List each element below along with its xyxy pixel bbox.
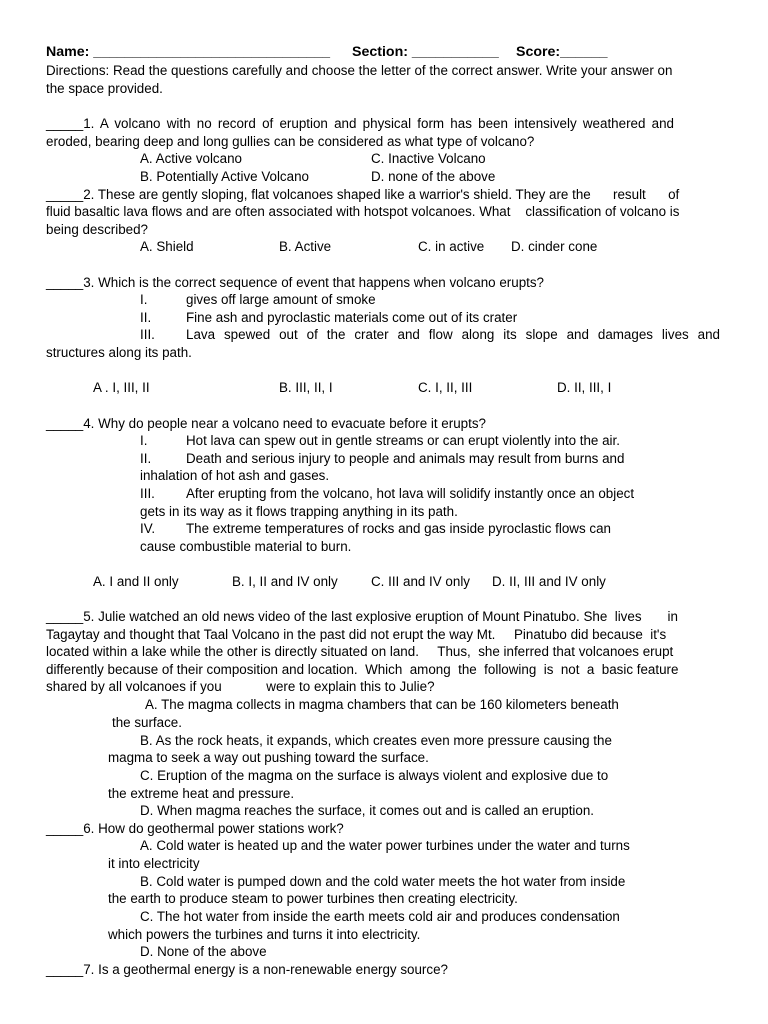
q5-line-5: shared by all volcanoes if you were to explain this to Julie? bbox=[46, 679, 435, 694]
q4-item-iii-cont: gets in its way as it flows trapping anything in its path. bbox=[140, 504, 458, 519]
q3-option-d: D. II, III, I bbox=[557, 380, 612, 395]
q2-line-1: _____2. These are gently sloping, flat volcanoes shaped like a warrior's shield. They are the result of bbox=[46, 187, 680, 202]
q6-option-c: C. The hot water from inside the earth meets cold air and produces condensation bbox=[140, 909, 620, 924]
q4-line-1: _____4. Why do people near a volcano need to evacuate before it erupts? bbox=[46, 416, 486, 431]
q5-option-a-cont: the surface. bbox=[112, 715, 182, 730]
q4-option-a: A. I and II only bbox=[93, 574, 179, 589]
q3-option-b: B. III, II, I bbox=[279, 380, 333, 395]
q1-option-a: A. Active volcano bbox=[140, 151, 242, 166]
q6-line-1: _____6. How do geothermal power stations work? bbox=[46, 821, 344, 836]
q3-item-iii: Lava spewed out of the crater and flow along its slope and damages lives and bbox=[186, 327, 720, 342]
q4-option-d: D. II, III and IV only bbox=[492, 574, 606, 589]
q6-option-d: D. None of the above bbox=[140, 944, 267, 959]
q6-option-c-cont: which powers the turbines and turns it into electricity. bbox=[108, 927, 421, 942]
q5-option-b: B. As the rock heats, it expands, which creates even more pressure causing the bbox=[140, 733, 612, 748]
q4-item-ii-cont: inhalation of hot ash and gases. bbox=[140, 468, 330, 483]
q2-option-c: C. in active bbox=[418, 239, 485, 254]
q3-option-c: C. I, II, III bbox=[418, 380, 473, 395]
q2-option-b: B. Active bbox=[279, 239, 332, 254]
name-label: Name: ______________________________ bbox=[46, 44, 331, 60]
q2-option-d: D. cinder cone bbox=[511, 239, 598, 254]
q5-option-c: C. Eruption of the magma on the surface is always violent and explosive due to bbox=[140, 768, 609, 783]
q4-item-iv: The extreme temperatures of rocks and gas inside pyroclastic flows can bbox=[186, 521, 611, 536]
q6-option-a: A. Cold water is heated up and the water power turbines under the water and turns bbox=[140, 838, 630, 853]
q2-line-2: fluid basaltic lava flows and are often associated with hotspot volcanoes. What classification of volcano is bbox=[46, 204, 680, 219]
q1-line-2: eroded, bearing deep and long gullies can be considered as what type of volcano? bbox=[46, 134, 535, 149]
section-label: Section: ___________ bbox=[352, 44, 499, 60]
q5-option-c-cont: the extreme heat and pressure. bbox=[108, 786, 295, 801]
q5-line-1: _____5. Julie watched an old news video of the last explosive eruption of Mount Pinatubo. She lives in bbox=[46, 609, 678, 624]
q3-line-1: _____3. Which is the correct sequence of event that happens when volcano erupts? bbox=[46, 275, 545, 290]
q7-line-1: _____7. Is a geothermal energy is a non-renewable energy source? bbox=[46, 962, 448, 977]
directions-line-2: the space provided. bbox=[46, 81, 163, 96]
q4-item-i: Hot lava can spew out in gentle streams or can erupt violently into the air. bbox=[186, 433, 620, 448]
q2-option-a: A. Shield bbox=[140, 239, 194, 254]
q1-option-d: D. none of the above bbox=[371, 169, 496, 184]
q2-line-3: being described? bbox=[46, 222, 148, 237]
q4-item-i-num: I. bbox=[140, 433, 148, 448]
q4-item-iii-num: III. bbox=[140, 486, 155, 501]
q5-option-d: D. When magma reaches the surface, it comes out and is called an eruption. bbox=[140, 803, 595, 818]
q3-item-iii-num: III. bbox=[140, 327, 155, 342]
q4-item-iii: After erupting from the volcano, hot lava will solidify instantly once an object bbox=[186, 486, 635, 501]
q5-line-4: differently because of their composition and location. Which among the following is not a basic feature bbox=[46, 662, 679, 677]
q3-item-ii-num: II. bbox=[140, 310, 152, 325]
q5-line-2: Tagaytay and thought that Taal Volcano in the past did not erupt the way Mt. Pinatubo did because it's bbox=[46, 627, 667, 642]
q4-item-iv-cont: cause combustible material to burn. bbox=[140, 539, 352, 554]
q4-option-c: C. III and IV only bbox=[371, 574, 470, 589]
q6-option-a-cont: it into electricity bbox=[108, 856, 200, 871]
q3-item-iii-cont: structures along its path. bbox=[46, 345, 192, 360]
q3-item-i-num: I. bbox=[140, 292, 148, 307]
q5-option-a: A. The magma collects in magma chambers that can be 160 kilometers beneath bbox=[145, 697, 619, 712]
q3-item-ii: Fine ash and pyroclastic materials come out of its crater bbox=[186, 310, 518, 325]
q1-option-c: C. Inactive Volcano bbox=[371, 151, 486, 166]
q6-option-b: B. Cold water is pumped down and the cold water meets the hot water from inside bbox=[140, 874, 626, 889]
q4-option-b: B. I, II and IV only bbox=[232, 574, 338, 589]
q4-item-iv-num: IV. bbox=[140, 521, 156, 536]
q5-line-3: located within a lake while the other is directly situated on land. Thus, she inferred that volcanoes erupt bbox=[46, 644, 674, 659]
q6-option-b-cont: the earth to produce steam to power turbines then creating electricity. bbox=[108, 891, 518, 906]
q4-item-ii: Death and serious injury to people and animals may result from burns and bbox=[186, 451, 625, 466]
q5-option-b-cont: magma to seek a way out pushing toward the surface. bbox=[108, 750, 429, 765]
q3-item-i: gives off large amount of smoke bbox=[186, 292, 376, 307]
q4-item-ii-num: II. bbox=[140, 451, 152, 466]
q1-line-1: _____1. A volcano with no record of eruption and physical form has been intensively weathered and bbox=[46, 116, 674, 131]
directions-line-1: Directions: Read the questions carefully and choose the letter of the correct answer. Write your answer on bbox=[46, 63, 673, 78]
q3-option-a: A . I, III, II bbox=[93, 380, 150, 395]
score-label: Score:______ bbox=[516, 44, 608, 60]
q1-option-b: B. Potentially Active Volcano bbox=[140, 169, 309, 184]
